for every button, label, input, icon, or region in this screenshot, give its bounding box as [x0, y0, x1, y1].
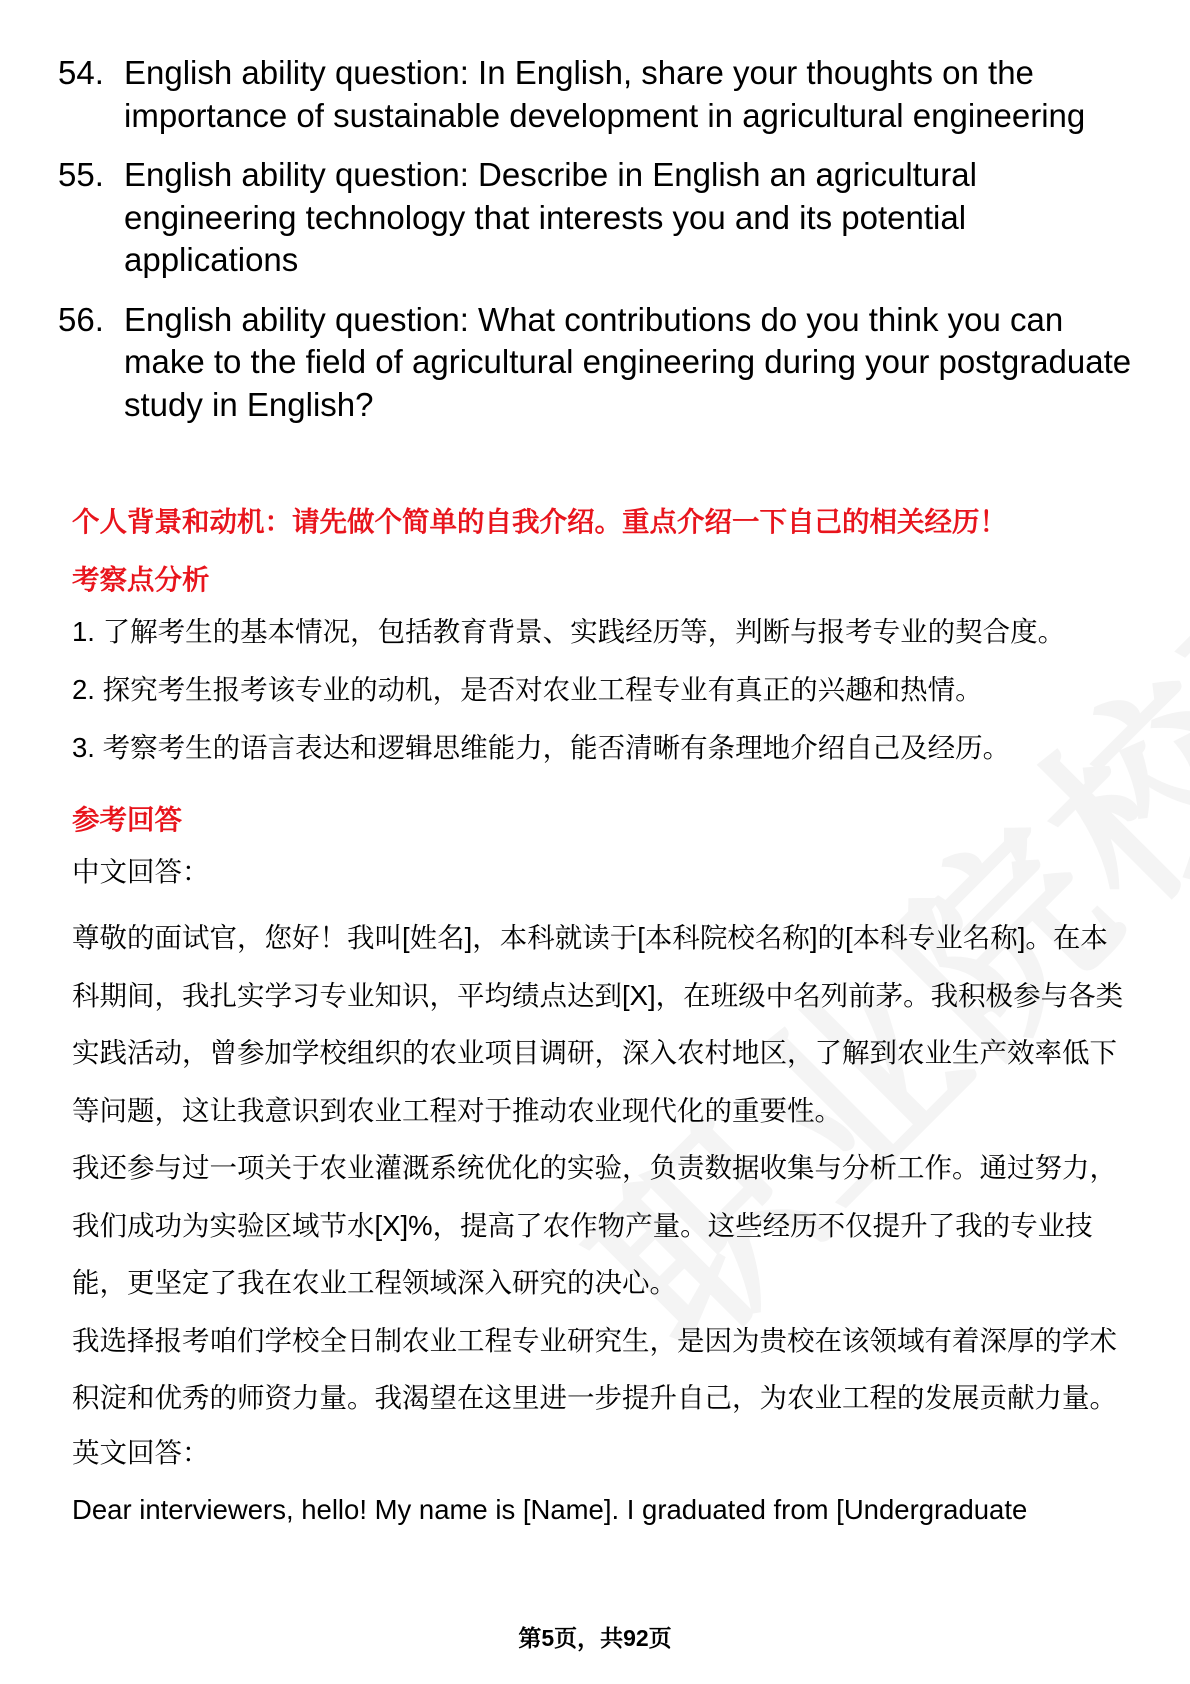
chinese-paragraph: 我还参与过一项关于农业灌溉系统优化的实验，负责数据收集与分析工作。通过努力，我们成功为实验区域节水[X]%，提高了农作物产量。这些经历不仅提升了我的专业技能，更坚定了我在农业工程领域深入研究的决心。 [72, 1152, 1117, 1298]
analysis-point: 2. 探究考生报考该专业的动机，是否对农业工程专业有真正的兴趣和热情。 [72, 674, 983, 705]
question-text: English ability question: What contributions do you think you can make to the field of agricultural engineering during your postgraduate study in English? [124, 300, 1132, 423]
question-text: English ability question: Describe in English an agricultural engineering technology that interests you and its potential applications [124, 156, 977, 278]
answer-section [72, 502, 1132, 1530]
question-number: 55. [58, 156, 104, 193]
english-answer-text: Dear interviewers, hello! My name is [Name]. I graduated from [Undergraduate [72, 1493, 1028, 1525]
analysis-point: 3. 考察考生的语言表达和逻辑思维能力，能否清晰有条理地介绍自己及经历。 [72, 732, 1011, 763]
question-number: 54. [58, 54, 104, 91]
chinese-paragraph: 我选择报考咱们学校全日制农业工程专业研究生，是因为贵校在该领域有着深厚的学术积淀和优秀的师资力量。我渴望在这里进一步提升自己，为农业工程的发展贡献力量。 [72, 1324, 1117, 1413]
page-footer: 第5页，共92页 [518, 1625, 672, 1651]
analysis-title: 考察点分析 [72, 564, 210, 595]
section-title: 个人背景和动机：请先做个简单的自我介绍。重点介绍一下自己的相关经历！ [72, 506, 1007, 537]
chinese-paragraph: 尊敬的面试官，您好！我叫[姓名]，本科就读于[本科院校名称]的[本科专业名称]。在本科期间，我扎实学习专业知识，平均绩点达到[X]，在班级中名列前茅。我积极参与各类实践活动，曾参加学校组织的农业项目调研，深入农村地区，了解到农业生产效率低下等问题，这让我意识到农业工程对于推动农业现代化的重要性。 [72, 922, 1124, 1126]
question-text: English ability question: In English, share your thoughts on the importance of sustainable development in agricultural engineering [124, 54, 1086, 134]
question-item [58, 299, 1138, 427]
question-list [58, 52, 1138, 443]
question-item [58, 154, 1138, 282]
english-answer-label: 英文回答： [72, 1436, 210, 1468]
chinese-answer-label: 中文回答： [72, 856, 210, 887]
question-number: 56. [58, 300, 104, 338]
analysis-point: 1. 了解考生的基本情况，包括教育背景、实践经历等，判断与报考专业的契合度。 [72, 616, 1066, 647]
answer-title: 参考回答 [72, 804, 182, 835]
question-item [58, 52, 1138, 137]
